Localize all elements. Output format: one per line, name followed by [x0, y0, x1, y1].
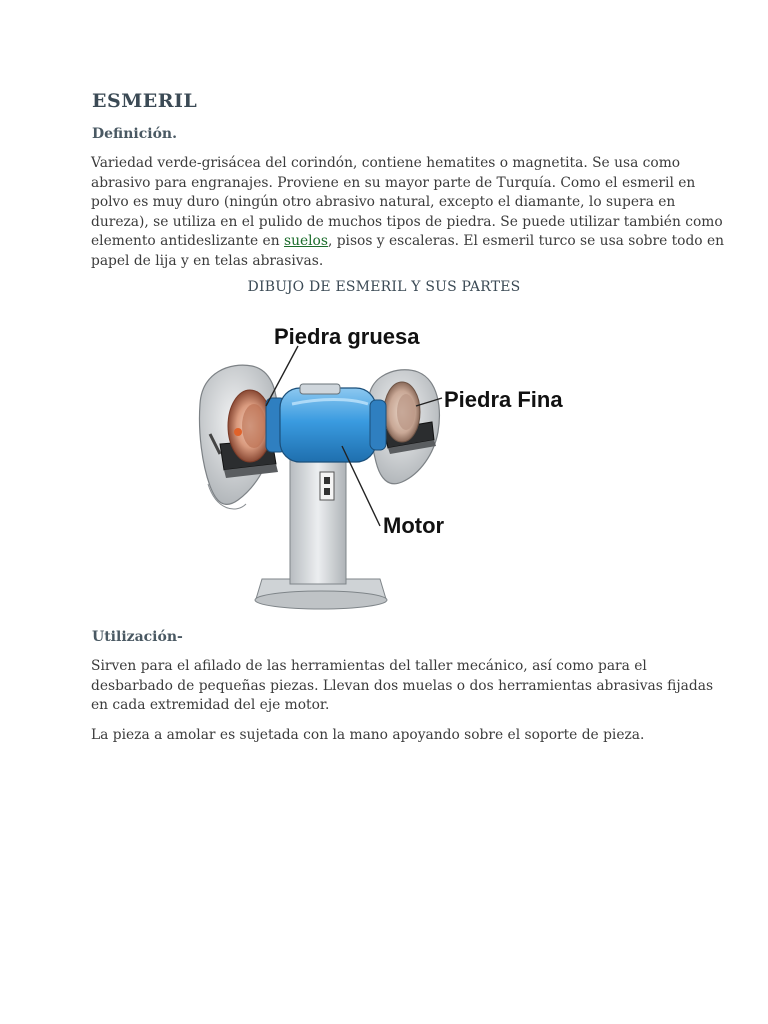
definition-line-2: abrasivo para engranajes. Proviene en su mayor parte de Turquía. Como el esmeril en — [91, 174, 696, 191]
bench-grinder-figure — [180, 314, 600, 619]
coarse-stone-label: Piedra gruesa — [274, 324, 420, 349]
definition-paragraph — [91, 154, 725, 272]
suelos-link[interactable]: suelos — [284, 233, 328, 250]
grinder-pedestal — [290, 446, 346, 584]
definition-line-3: polvo es muy duro (ningún otro abrasivo natural, excepto el diamante, lo supera en — [91, 194, 676, 211]
bench-grinder-illustration — [180, 314, 600, 619]
utilization-paragraph-1 — [91, 657, 714, 716]
definition-line-1: Variedad verde-grisácea del corindón, contiene hematites o magnetita. Se usa como — [91, 155, 681, 171]
definition-line-5-start: elemento antideslizante en — [91, 233, 284, 250]
motor-housing — [266, 384, 386, 462]
definition-line-5-end: , pisos y escaleras. El esmeril turco se usa sobre todo en — [327, 233, 725, 250]
definition-line-4: dureza), se utiliza en el pulido de muchos tipos de piedra. Se puede utilizar también como — [91, 213, 723, 230]
definition-line-6: papel de lija y en telas abrasivas. — [91, 252, 324, 269]
figure-caption: DIBUJO DE ESMERIL Y SUS PARTES — [247, 279, 521, 295]
coarse-stone — [228, 390, 272, 462]
definition-heading: Definición. — [92, 126, 177, 142]
utilization-line-1: Sirven para el afilado de las herramientas del taller mecánico, así como para el — [91, 658, 647, 674]
utilization-line-2: desbarbado de pequeñas piezas. Llevan dos muelas o dos herramientas abrasivas fijadas — [91, 677, 714, 694]
definition-line-5 — [91, 232, 725, 252]
motor-label: Motor — [383, 513, 445, 538]
utilization-line-3: en cada extremidad del eje motor. — [91, 697, 330, 714]
utilization-heading: Utilización- — [92, 629, 183, 645]
utilization-paragraph-2: La pieza a amolar es sujetada con la mano apoyando sobre el soporte de pieza. — [91, 727, 645, 743]
document-title: ESMERIL — [92, 90, 198, 112]
fine-stone-label: Piedra Fina — [444, 387, 563, 412]
fine-stone — [384, 382, 420, 442]
